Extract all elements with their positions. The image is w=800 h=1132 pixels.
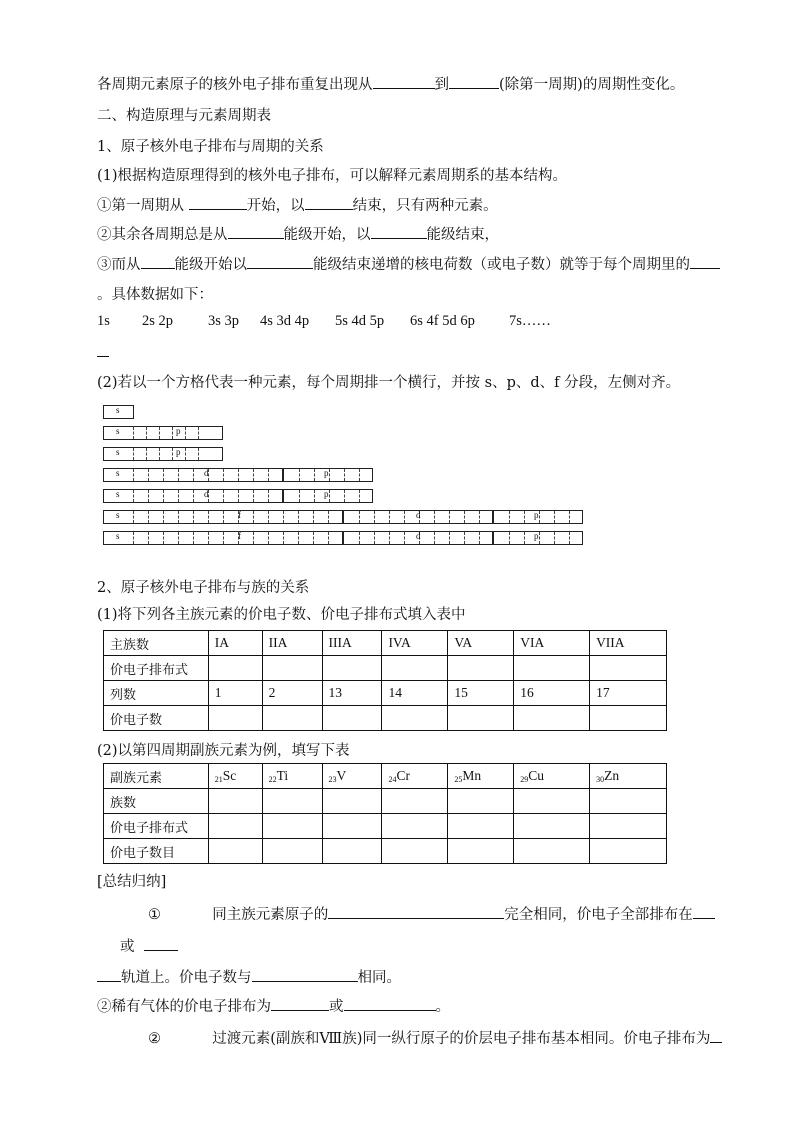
cell-divider [449,511,465,523]
row-label: 价电子数 [104,706,209,731]
cell-divider [163,490,179,502]
block-label: d [204,489,209,499]
cell-divider [148,469,164,481]
block-label: p [534,531,539,541]
element-symbol: Zn [604,768,620,783]
block-label: p [176,447,181,457]
table-cell[interactable] [448,814,514,839]
orbital-group: 5s 4d 5p [335,313,385,329]
cell-divider [359,511,375,523]
table-cell[interactable] [514,814,590,839]
cell-divider [329,490,345,502]
clause-2 [97,223,499,244]
cell-divider [133,448,147,460]
cell-divider [133,532,149,544]
cell-divider [344,469,360,481]
cell-divider [329,469,345,481]
clause-3-a: ③而从 [97,257,141,273]
cell-divider [178,511,194,523]
blank-field[interactable] [97,967,121,982]
cell-divider [163,532,179,544]
cell-divider [268,511,284,523]
cell-divider [178,469,194,481]
table-header: VA [448,631,514,656]
block-label: p [176,426,181,436]
orbital-group: 3s 3p [208,313,240,329]
table-header: IVA [382,631,448,656]
table-cell[interactable] [382,706,448,731]
table-cell[interactable] [208,656,262,681]
table-header: VIIA [590,631,667,656]
cell-divider [313,532,329,544]
table-cell[interactable] [448,789,514,814]
atomic-number: 21 [214,775,223,784]
table-cell[interactable] [514,789,590,814]
clause-3 [97,253,720,274]
element-symbol: Cu [528,768,544,783]
table-cell[interactable] [322,814,382,839]
table-row [104,706,667,731]
row-label: 价电子排布式 [104,814,209,839]
table-cell: 2 [262,681,322,706]
main-group-table [103,630,667,731]
block-label: p [324,489,329,499]
summary-1-d: 轨道上。价电子数与 [121,970,252,986]
cell-divider [389,511,405,523]
clause-2-a: ②其余各周期总是从 [97,227,228,243]
summary-point-1 [148,903,715,924]
table-header: IA [208,631,262,656]
table-row [104,789,667,814]
blank-field[interactable] [252,967,358,982]
cell-divider [253,511,269,523]
sd-block [103,468,283,482]
table-cell[interactable] [262,656,322,681]
cell-divider [344,532,360,544]
table-cell[interactable] [322,789,382,814]
cell-divider [539,532,555,544]
cell-divider [208,511,224,523]
element-symbol: Sc [222,768,237,783]
element-symbol: V [336,768,347,783]
table-cell[interactable] [514,706,590,731]
clause-1-a: ①第一周期从 [97,198,184,214]
cell-divider [554,532,570,544]
summary-3-a: 过渡元素(副族和Ⅷ族)同一纵行原子的价层电子排布基本相同。价电子排布为 [212,1031,711,1047]
table-cell: 17 [590,681,667,706]
blank-field[interactable] [449,74,499,89]
blank-field[interactable] [373,74,435,89]
blank-field[interactable] [344,996,436,1011]
block-label: d [204,468,209,478]
cell-divider [238,490,254,502]
element-header [514,764,590,789]
orbital-group: 7s…… [509,313,551,329]
intro-text-c: (除第一周期)的周期性变化。 [499,77,685,93]
table-cell[interactable] [382,814,448,839]
table-header: 副族元素 [104,764,209,789]
summary-point-2 [97,995,450,1016]
cell-divider [283,532,299,544]
row-label: 族数 [104,789,209,814]
cell-divider [163,469,179,481]
element-header [322,764,382,789]
summary-2-b: 或 [329,999,344,1015]
summary-num-1: ① [148,907,161,923]
cell-divider [193,532,209,544]
sp-block [103,447,223,461]
table1-caption: (1)将下列各主族元素的价电子数、价电子排布式填入表中 [97,607,466,623]
table-cell[interactable] [322,656,382,681]
cell-divider [344,511,360,523]
d-block [343,531,493,545]
table-row [104,681,667,706]
table-cell: 16 [514,681,590,706]
blank-field[interactable] [189,195,247,210]
p-block [283,468,373,482]
summary-2-a: ②稀有气体的价电子排布为 [97,999,271,1015]
summary-point-1-tail [97,966,401,987]
intro-text-a: 各周期元素原子的核外电子排布重复出现从 [97,77,373,93]
subsection-heading-1: 1、原子核外电子排布与周期的关系 [97,139,324,155]
table-row [104,631,667,656]
block-label: s [116,405,120,415]
element-header [208,764,262,789]
table-cell: 13 [322,681,382,706]
element-header [262,764,322,789]
table-header: IIIA [322,631,382,656]
cell-divider [283,511,299,523]
blank-field[interactable] [144,936,178,951]
table-header: IIA [262,631,322,656]
cell-divider [208,490,224,502]
clause-1-b: 开始，以 [246,198,305,214]
block-label: s [116,447,120,457]
blank-field[interactable] [690,254,720,269]
cell-divider [299,469,315,481]
row-label: 列数 [104,681,209,706]
table-cell[interactable] [514,839,590,864]
cell-divider [133,490,149,502]
table-cell[interactable] [590,789,667,814]
blank-field[interactable] [141,254,175,269]
cell-divider [464,511,480,523]
cell-divider [208,532,224,544]
cell-divider [178,490,194,502]
table-cell[interactable] [590,839,667,864]
cell-divider [344,490,360,502]
table-cell[interactable] [208,814,262,839]
table-cell[interactable] [322,839,382,864]
table-cell[interactable] [382,789,448,814]
p-block [493,531,583,545]
element-header [590,764,667,789]
blank-field[interactable] [710,1028,722,1043]
table-cell[interactable] [448,706,514,731]
cell-divider [148,511,164,523]
element-symbol: Cr [396,768,410,783]
table-row [104,839,667,864]
cell-divider [284,490,300,502]
atomic-number: 25 [454,775,463,784]
blank-field[interactable] [271,996,329,1011]
orbital-sequence [97,313,597,333]
cell-divider [133,511,149,523]
table-cell[interactable] [208,789,262,814]
table-row [104,656,667,681]
summary-heading: [总结归纳] [97,874,167,890]
cell-divider [163,511,179,523]
table-cell[interactable] [262,839,322,864]
element-symbol: Mn [462,768,482,783]
cell-divider [223,511,239,523]
orbital-group: 2s 2p [142,313,174,329]
clause-3-c: 能级结束递增的核电荷数（或电子数）就等于每个周期里的 [313,257,690,273]
cell-divider [539,511,555,523]
summary-1-b: 完全相同，价电子全部排布在 [504,907,693,923]
intro-line [97,73,684,94]
paragraph-1: (1)根据构造原理得到的核外电子排布，可以解释元素周期系的基本结构。 [97,168,568,184]
clause-1 [97,194,498,215]
sf-block [103,510,343,524]
atomic-number: 23 [328,775,337,784]
block-label: s [116,531,120,541]
section-heading: 二、构造原理与元素周期表 [97,108,271,124]
cell-divider [434,511,450,523]
block-label: s [116,489,120,499]
clause-2-b: 能级开始，以 [283,227,371,243]
cell-divider [159,427,173,439]
cell-divider [509,511,525,523]
table-cell[interactable] [590,706,667,731]
cell-divider [208,469,224,481]
cell-divider [148,490,164,502]
cell-divider [253,490,269,502]
subsection-heading-2: 2、原子核外电子排布与族的关系 [97,580,310,596]
cell-divider [159,448,173,460]
blank-field[interactable] [247,254,313,269]
summary-1-e: 相同。 [357,970,401,986]
table-cell: 14 [382,681,448,706]
table-cell[interactable] [262,789,322,814]
cell-divider [268,532,284,544]
intro-text-b: 到 [434,77,449,93]
cell-divider [223,490,239,502]
block-label: s [116,510,120,520]
clause-2-c: 能级结束， [426,227,499,243]
table-cell[interactable] [590,814,667,839]
row-label: 价电子排布式 [104,656,209,681]
summary-2-c: 。 [435,999,450,1015]
summary-point-3 [148,1027,722,1048]
cell-divider [223,532,239,544]
block-label: s [116,468,120,478]
table2-caption: (2)以第四周期副族元素为例，填写下表 [97,743,350,759]
blank-field[interactable] [371,224,427,239]
cell-divider [464,532,480,544]
cell-divider [494,511,510,523]
atomic-number: 22 [268,775,277,784]
table-cell: 1 [208,681,262,706]
p-block [283,489,373,503]
cell-divider [434,532,450,544]
cell-divider [419,532,435,544]
table-cell[interactable] [262,814,322,839]
cell-divider [389,532,405,544]
cell-divider [178,532,194,544]
blank-field[interactable] [328,904,504,919]
cell-divider [253,532,269,544]
table-cell: 15 [448,681,514,706]
sp-block [103,426,223,440]
table-cell[interactable] [262,706,322,731]
cell-divider [253,469,269,481]
sf-block [103,531,343,545]
table-header: 主族数 [104,631,209,656]
cell-divider [299,490,315,502]
table-row [104,814,667,839]
d-block [343,510,493,524]
clause-3-tail: 。具体数据如下： [97,287,213,303]
blank-field[interactable] [228,224,284,239]
summary-point-1-cont [120,935,178,956]
cell-divider [284,469,300,481]
summary-1-a: 同主族元素原子的 [212,907,329,923]
sd-block [103,489,283,503]
p-block [493,510,583,524]
table-row [104,764,667,789]
cell-divider [374,511,390,523]
orbital-group: 1s [97,313,110,329]
table-header: VIA [514,631,590,656]
block-label: f [238,531,241,541]
orbital-group: 4s 3d 4p [260,313,310,329]
block-label: p [324,468,329,478]
cell-divider [313,511,329,523]
s-block [103,405,134,419]
orbital-group: 6s 4f 5d 6p [410,313,475,329]
cell-divider [449,532,465,544]
block-label: d [416,531,421,541]
table-cell[interactable] [590,656,667,681]
atomic-number: 30 [596,775,605,784]
block-label: f [238,510,241,520]
cell-divider [133,469,149,481]
block-label: d [416,510,421,520]
cell-divider [509,532,525,544]
table-cell[interactable] [208,839,262,864]
blank-field[interactable] [693,904,715,919]
block-label: p [534,510,539,520]
cell-divider [223,469,239,481]
clause-1-c: 结束，只有两种元素。 [352,198,498,214]
element-header [382,764,448,789]
row-label: 价电子数目 [104,839,209,864]
table-cell[interactable] [322,706,382,731]
table-cell[interactable] [448,839,514,864]
table-cell[interactable] [208,706,262,731]
atomic-number: 29 [520,775,529,784]
cell-divider [146,448,160,460]
divider-mark [97,356,109,357]
cell-divider [238,469,254,481]
cell-divider [185,427,199,439]
table-cell[interactable] [448,656,514,681]
element-header [448,764,514,789]
element-symbol: Ti [276,768,289,783]
paragraph-2: (2)若以一个方格代表一种元素，每个周期排一个横行，并按 s、p、d、f 分段，左侧对齐。 [97,375,681,391]
cell-divider [133,427,147,439]
cell-divider [148,532,164,544]
cell-divider [193,511,209,523]
clause-3-b: 能级开始以 [174,257,247,273]
table-cell[interactable] [382,656,448,681]
cell-divider [419,511,435,523]
cell-divider [298,511,314,523]
cell-divider [298,532,314,544]
cell-divider [359,532,375,544]
table-cell[interactable] [514,656,590,681]
transition-element-table [103,763,667,864]
summary-1-c: 或 [120,939,135,955]
cell-divider [146,427,160,439]
cell-divider [554,511,570,523]
block-label: s [116,426,120,436]
cell-divider [374,532,390,544]
table-cell[interactable] [382,839,448,864]
summary-num-3: ② [148,1031,161,1047]
blank-field[interactable] [305,195,353,210]
cell-divider [494,532,510,544]
atomic-number: 24 [388,775,397,784]
cell-divider [185,448,199,460]
